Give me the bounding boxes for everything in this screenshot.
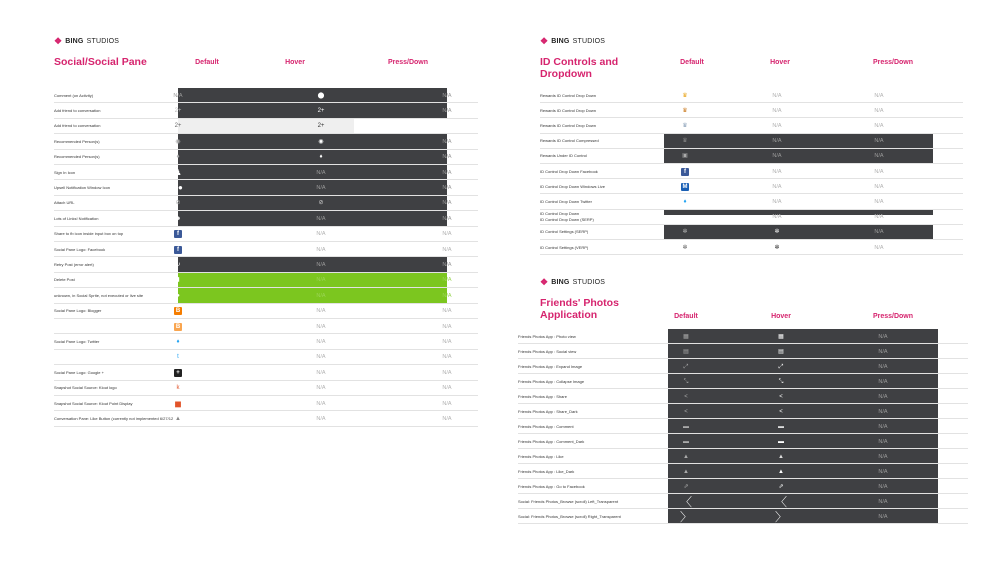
na-value-hover: N/A	[772, 153, 782, 160]
table-row	[518, 359, 968, 374]
link-icon: ⊘	[175, 200, 181, 207]
social-view-icon: ▤	[778, 348, 784, 355]
row-label: Friends Photos App : Share_Dark	[518, 408, 578, 414]
twitter-bird-icon: ♦	[176, 154, 180, 161]
na-value-press: N/A	[442, 92, 452, 99]
brand-light: STUDIOS	[86, 38, 120, 45]
na-value-press: N/A	[874, 244, 884, 251]
na-value-press: N/A	[442, 369, 452, 376]
twitter-bird-icon: ♦	[683, 198, 687, 205]
add-friend-icon: 2+	[317, 123, 325, 130]
table-row	[518, 479, 968, 494]
column-header-press: Press/Down	[387, 59, 429, 66]
cell-background	[736, 389, 818, 403]
cell-background	[736, 359, 818, 373]
table-row	[518, 389, 968, 404]
row-label: Rewards ID Control Drop Down	[540, 92, 597, 98]
cell-background	[736, 449, 818, 463]
row-label: Friends Photos App : Share	[518, 393, 567, 399]
na-value-press: N/A	[442, 308, 452, 315]
row-label: Sign In Icon	[54, 169, 76, 175]
na-value-press: N/A	[442, 277, 452, 284]
comment-icon: ▬	[778, 438, 784, 445]
cell-background	[668, 329, 736, 343]
table-row	[518, 434, 968, 449]
na-value-hover: N/A	[772, 107, 782, 114]
na-value-press: N/A	[442, 416, 452, 423]
row-label: Add friend to conversation	[54, 123, 101, 129]
gear-icon: ✲	[774, 229, 780, 236]
na-value-press: N/A	[878, 453, 888, 460]
row-label: Delete Post	[54, 277, 75, 283]
table-row	[518, 344, 968, 359]
na-value-hover: N/A	[316, 323, 326, 330]
na-value-hover: N/A	[316, 262, 326, 269]
row-label: Retry Post (error alert)	[54, 262, 94, 268]
retry-icon: ↻	[175, 262, 181, 269]
na-value-press: N/A	[442, 108, 452, 115]
expand-icon: ⤢	[683, 363, 689, 370]
add-friend-icon: 2+	[174, 123, 182, 130]
row-label: Social: Friends Photos_Browse (scroll) Right_Transparent	[518, 513, 621, 519]
cell-background	[736, 374, 818, 388]
chevron-left-icon: 〈	[774, 494, 788, 509]
facebook-icon: f	[174, 230, 182, 238]
na-value-hover: N/A	[316, 292, 326, 299]
row-label: Attach URL	[54, 200, 75, 206]
na-value-hover: N/A	[772, 214, 782, 221]
na-value-press: N/A	[878, 348, 888, 355]
row-label: Friends Photos App : Comment	[518, 423, 574, 429]
share-icon: <	[684, 393, 688, 400]
cell-background	[668, 359, 736, 373]
cell-background	[668, 344, 736, 358]
caret-down-icon: ▾	[683, 214, 687, 221]
na-value-press: N/A	[878, 363, 888, 370]
na-value-press: N/A	[442, 246, 452, 253]
column-header-default: Default	[674, 313, 698, 320]
cell-background	[668, 464, 736, 478]
cell-background	[668, 479, 736, 493]
row-label: Recommended Person(s)	[54, 138, 100, 144]
collapse-icon: ⤡	[778, 378, 784, 385]
cell-background	[668, 494, 736, 508]
add-friend-icon: 2+	[317, 108, 325, 115]
cell-background	[668, 434, 736, 448]
rewards-badge-icon: ▣	[682, 153, 688, 160]
cell-background	[668, 509, 736, 523]
chevron-right-icon: 〉	[679, 509, 693, 524]
na-value-hover: N/A	[316, 400, 326, 407]
na-value-press: N/A	[874, 138, 884, 145]
chat-bubble-icon: ●	[176, 292, 180, 299]
like-icon: ▲	[683, 468, 689, 475]
row-label: ID Control Drop Down Facebook	[540, 168, 598, 174]
rss-icon: ◉	[318, 138, 324, 145]
na-value-press: N/A	[874, 229, 884, 236]
na-value-hover: N/A	[772, 198, 782, 205]
row-label: Rewards ID Control Drop Down	[540, 122, 597, 128]
row-label: Rewards ID Control Compressed	[540, 138, 599, 144]
cell-background	[668, 404, 736, 418]
like-icon: ▲	[778, 453, 784, 460]
share-icon: <	[779, 393, 783, 400]
brand-bold: BING	[65, 38, 84, 45]
rewards-medal-icon: ♛	[682, 122, 688, 129]
na-value-hover: N/A	[772, 122, 782, 129]
cell-background	[736, 404, 818, 418]
cell-background	[736, 419, 818, 433]
na-value-press: N/A	[874, 198, 884, 205]
external-link-icon: ⇗	[778, 483, 784, 490]
row-label: Friends Photos App : Photo view	[518, 333, 576, 339]
row-label: Lots of Links! Notification	[54, 215, 99, 221]
gear-icon: ✲	[774, 244, 780, 251]
row-label-secondary: ID Control Drop Down (SERP)	[540, 217, 594, 223]
cell-background	[668, 449, 736, 463]
column-header-default: Default	[680, 59, 704, 66]
na-value-press: N/A	[878, 513, 888, 520]
na-value-hover: N/A	[772, 138, 782, 145]
row-label: Comment (on Activity)	[54, 92, 94, 98]
table-row	[518, 509, 968, 524]
na-value-press: N/A	[874, 122, 884, 129]
row-label: Social Pane Logo: Facebook	[54, 246, 106, 252]
grid-view-icon: ▦	[778, 333, 784, 340]
column-header-default: Default	[195, 59, 219, 66]
chevron-left-icon: 〈	[679, 494, 693, 509]
gear-icon: ✲	[682, 229, 688, 236]
brand-light: STUDIOS	[572, 38, 606, 45]
na-value-hover: N/A	[316, 354, 326, 361]
na-value-press: N/A	[878, 483, 888, 490]
na-value-press: N/A	[874, 107, 884, 114]
rewards-medal-icon: ♛	[682, 138, 688, 145]
row-label: Rewards Under ID Control	[540, 153, 587, 159]
row-label: Friends Photos App : Expand Image	[518, 363, 583, 369]
na-value-press: N/A	[878, 378, 888, 385]
brand-light: STUDIOS	[572, 279, 606, 286]
na-value-press: N/A	[878, 438, 888, 445]
row-label: Friends Photos App : Like	[518, 453, 564, 459]
blogger-icon: B	[175, 308, 181, 315]
na-value-press: N/A	[878, 408, 888, 415]
na-value-press: N/A	[874, 168, 884, 175]
column-header-hover: Hover	[770, 59, 790, 66]
row-label: ID Control Settings (VERP)	[540, 244, 589, 250]
chat-bubble-icon: ⬤	[317, 92, 325, 99]
na-value-press: N/A	[442, 262, 452, 269]
table-row	[518, 494, 968, 509]
row-label: Snapshot Social Source: Klout logo	[54, 385, 117, 391]
row-label: Add friend to conversation	[54, 108, 101, 114]
row-label: Recommended Person(s)	[54, 154, 100, 160]
cell-background	[736, 479, 818, 493]
group-icon: ●●	[173, 183, 183, 193]
na-value-hover: N/A	[316, 385, 326, 392]
row-label: Friends Photos App : Like_Dark	[518, 468, 575, 474]
chevron-right-icon: 〉	[774, 509, 788, 524]
twitter-bird-icon: ♦	[319, 154, 323, 161]
link-icon: ⊘	[318, 200, 324, 207]
google-plus-icon: +	[174, 369, 182, 377]
grid-view-icon: ▦	[683, 333, 689, 340]
na-value-press: N/A	[442, 400, 452, 407]
collapse-icon: ⤡	[683, 378, 689, 385]
bing-logo-icon: ❖	[540, 277, 549, 287]
row-label: unknown, in Social Sprite, not executed or live site	[54, 292, 144, 298]
brand-bold: BING	[551, 38, 570, 45]
na-value-hover: N/A	[316, 277, 326, 284]
row-label: ID Control Settings (SERP)	[540, 229, 589, 235]
cell-background	[668, 389, 736, 403]
cell-background	[736, 434, 818, 448]
na-value-press: N/A	[442, 231, 452, 238]
na-value-press: N/A	[442, 215, 452, 222]
row-label: Friends Photos App : Collapse Image	[518, 378, 585, 384]
na-value-press: N/A	[878, 333, 888, 340]
na-value-press: N/A	[442, 185, 452, 192]
facebook-icon: f	[174, 246, 182, 254]
like-icon: ▲	[778, 468, 784, 475]
page-title: Social/Social Pane	[54, 56, 147, 68]
na-value-press: N/A	[442, 169, 452, 176]
page-title: Friends' Photos Application	[540, 297, 619, 321]
na-value-press: N/A	[878, 468, 888, 475]
na-value-press: N/A	[874, 153, 884, 160]
external-link-icon: ⇗	[683, 483, 689, 490]
gear-icon: ✲	[682, 244, 688, 251]
bing-studios-logo	[540, 277, 605, 288]
na-value-press: N/A	[442, 138, 452, 145]
comment-icon: ▬	[683, 423, 689, 430]
row-label: Social Pane Logo: Twitter	[54, 339, 100, 345]
column-header-hover: Hover	[285, 59, 305, 66]
row-label: ID Control Drop Down Twitter	[540, 198, 592, 204]
row-label: Rewards ID Control Drop Down	[540, 107, 597, 113]
bing-logo-icon: ❖	[540, 36, 549, 46]
brand-bold: BING	[551, 279, 570, 286]
table-row	[518, 374, 968, 389]
person-icon: ♟	[174, 167, 182, 177]
add-friend-icon: 2+	[174, 108, 182, 115]
na-value-hover: N/A	[316, 308, 326, 315]
na-value-hover: N/A	[316, 215, 326, 222]
table-row	[518, 404, 968, 419]
cell-background	[668, 374, 736, 388]
row-label: Friends Photos App : Go to Facebook	[518, 483, 585, 489]
row-label: Conversation Pane: Like Button (currently not implemented 6/27/12	[54, 416, 174, 422]
twitter-bird-icon: t	[177, 354, 179, 361]
page-title: ID Controls and Dropdown	[540, 56, 619, 80]
na-value-hover: N/A	[316, 185, 326, 192]
row-label: Social: Friends Photos_Browse (scroll) Left_Transparent	[518, 498, 619, 504]
na-value-press: N/A	[878, 423, 888, 430]
trash-icon: ▮	[176, 277, 180, 284]
na-value-press: N/A	[874, 92, 884, 99]
windows-live-icon: M	[682, 183, 688, 190]
cell-background	[736, 329, 818, 343]
na-value-press: N/A	[442, 154, 452, 161]
na-value-press: N/A	[874, 214, 884, 221]
klout-icon: k	[176, 385, 180, 392]
na-value-press: N/A	[442, 339, 452, 346]
column-header-press: Press/Down	[872, 313, 914, 320]
na-value-hover: N/A	[316, 416, 326, 423]
expand-icon: ⤢	[778, 363, 784, 370]
na-value-press: N/A	[442, 323, 452, 330]
comment-icon: ▬	[778, 423, 784, 430]
row-label: ID Control Drop Down Windows Live	[540, 183, 605, 189]
table-row	[518, 419, 968, 434]
na-value-press: N/A	[442, 200, 452, 207]
row-label: Social Pane Logo: Google +	[54, 369, 104, 375]
row-label: Social Pane Logo: Blogger	[54, 308, 102, 314]
row-label: Upsell Notification Window Icon	[54, 185, 111, 191]
like-icon: ▲	[175, 416, 181, 423]
row-label: Share to fb icon inside input box on top	[54, 231, 124, 237]
row-label: Friends Photos App : Social view	[518, 348, 577, 354]
cell-background	[736, 344, 818, 358]
blogger-icon: B	[175, 323, 181, 330]
na-value-press: N/A	[442, 385, 452, 392]
na-value-hover: N/A	[316, 339, 326, 346]
share-icon: <	[779, 408, 783, 415]
row-label: Snapshot Social Source: Klout Point Display	[54, 400, 133, 406]
na-value-hover: N/A	[316, 246, 326, 253]
like-icon: ▲	[683, 453, 689, 460]
na-value-default: N/A	[173, 92, 183, 99]
na-value-press: N/A	[878, 498, 888, 505]
na-value-press: N/A	[874, 183, 884, 190]
comment-icon: ▬	[683, 438, 689, 445]
column-header-hover: Hover	[771, 313, 791, 320]
column-header-press: Press/Down	[872, 59, 914, 66]
klout-badge-icon: ■	[174, 396, 182, 411]
rewards-medal-icon: ♛	[682, 107, 688, 114]
na-value-hover: N/A	[316, 231, 326, 238]
na-value-press: N/A	[442, 292, 452, 299]
na-value-hover: N/A	[772, 92, 782, 99]
share-icon: <	[684, 408, 688, 415]
na-value-hover: N/A	[316, 169, 326, 176]
table-row	[518, 464, 968, 479]
smiley-icon: ☻	[174, 215, 182, 222]
na-value-hover: N/A	[316, 369, 326, 376]
bing-logo-icon: ❖	[54, 36, 63, 46]
row-label: Friends Photos App : Comment_Dark	[518, 438, 585, 444]
twitter-bird-icon: ♦	[176, 339, 180, 346]
rss-icon: ◉	[175, 138, 181, 145]
na-value-press: N/A	[878, 393, 888, 400]
table-row	[518, 449, 968, 464]
cell-background	[668, 419, 736, 433]
social-view-icon: ▤	[683, 348, 689, 355]
rewards-medal-icon: ♛	[682, 92, 688, 99]
row-label: ID Control Drop Down	[540, 210, 580, 216]
cell-background	[736, 464, 818, 478]
na-value-hover: N/A	[772, 183, 782, 190]
na-value-hover: N/A	[772, 168, 782, 175]
na-value-press: N/A	[442, 354, 452, 361]
facebook-icon: f	[681, 168, 689, 176]
table-row	[518, 329, 968, 344]
